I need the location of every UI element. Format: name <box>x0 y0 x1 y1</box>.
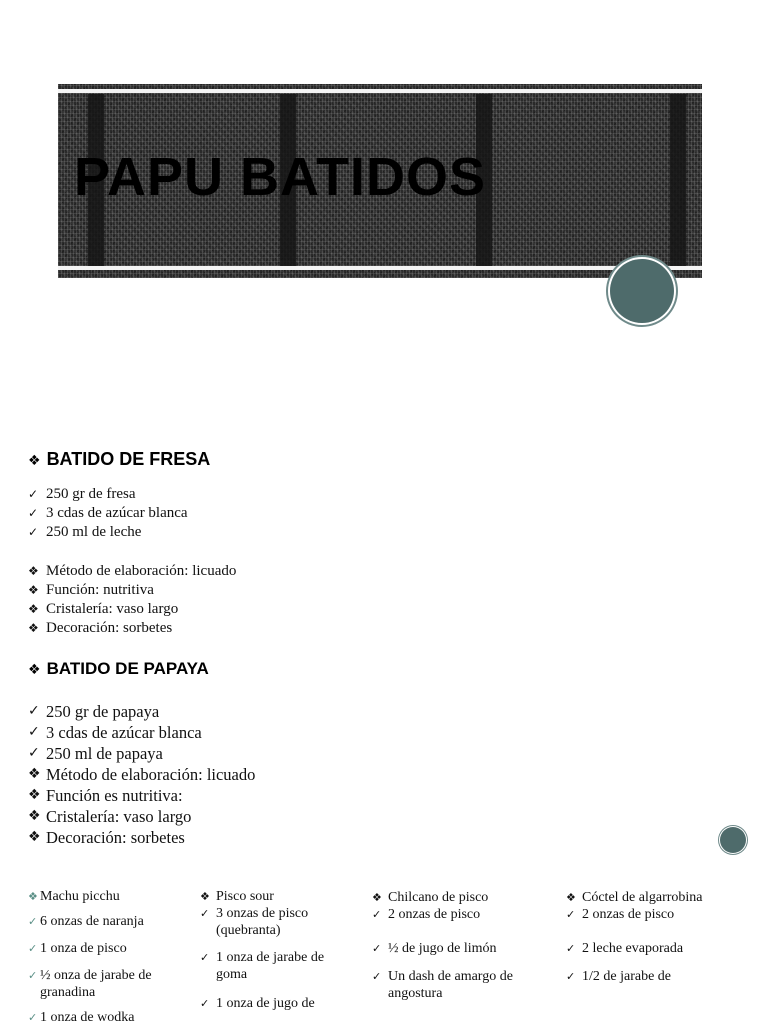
list-item: ✓ 1 onza de pisco <box>28 941 127 956</box>
heading-text: BATIDO DE FRESA <box>46 449 211 469</box>
list-item: ✓ 250 ml de papaya <box>28 744 163 763</box>
papaya-list <box>28 701 255 848</box>
check-icon: ✓ <box>28 915 38 928</box>
diamond-bullet-icon: ❖ <box>28 808 41 824</box>
heading-batido-papaya <box>28 660 209 677</box>
diamond-bullet-icon: ❖ <box>372 891 382 904</box>
list-item: ✓ 6 onzas de naranja <box>28 914 144 929</box>
list-item: ✓ 250 gr de fresa <box>28 486 136 502</box>
check-icon: ✓ <box>566 908 576 921</box>
check-icon: ✓ <box>566 970 576 983</box>
list-item: ✓ 3 onzas de pisco (quebranta) <box>200 906 309 938</box>
list-item: ✓ 250 gr de papaya <box>28 702 160 721</box>
check-icon: ✓ <box>28 969 38 982</box>
column-pisco-sour <box>200 888 350 1012</box>
list-item: ✓ 3 cdas de azúcar blanca <box>28 505 188 521</box>
list-item: ✓ 1/2 de jarabe de <box>566 969 672 984</box>
list-item: ✓ ½ de jugo de limón <box>372 941 497 956</box>
diamond-bullet-icon: ❖ <box>28 602 39 616</box>
list-item: ❖ Método de elaboración: licuado <box>28 563 237 579</box>
list-item: ❖ Método de elaboración: licuado <box>28 765 256 784</box>
diamond-bullet-icon: ❖ <box>200 890 210 903</box>
banner-bottom-rule <box>58 266 702 270</box>
fresa-details-list <box>28 562 236 638</box>
check-icon: ✓ <box>28 1011 38 1024</box>
diamond-bullet-icon: ❖ <box>566 891 576 904</box>
diamond-bullet-icon: ❖ <box>28 564 39 578</box>
list-item: ✓ 1 onza de jugo de <box>200 996 315 1011</box>
list-item: ❖ Cristalería: vaso largo <box>28 807 192 826</box>
check-icon: ✓ <box>28 525 39 539</box>
heading-text: BATIDO DE PAPAYA <box>46 659 209 678</box>
check-icon: ✓ <box>372 970 382 983</box>
list-item: ✓ Un dash de amargo de angostura <box>372 969 513 1001</box>
list-item: ❖ Decoración: sorbetes <box>28 828 185 847</box>
diamond-bullet-icon: ❖ <box>28 766 41 782</box>
check-icon: ✓ <box>28 942 38 955</box>
decorative-circle <box>610 259 674 323</box>
banner-top-rule <box>58 89 702 93</box>
check-icon: ✓ <box>200 997 210 1010</box>
banner-stripe <box>670 94 686 266</box>
check-icon: ✓ <box>372 908 382 921</box>
column-machu-picchu <box>28 888 198 1026</box>
list-item: ✓ 1 onza de jarabe de goma <box>200 950 325 982</box>
list-item: ❖ Cóctel de algarrobina <box>566 890 703 905</box>
diamond-bullet-icon: ❖ <box>28 829 41 845</box>
diamond-bullet-icon: ❖ <box>28 787 41 803</box>
diamond-bullet-icon: ❖ <box>28 453 41 469</box>
list-item: ❖ Decoración: sorbetes <box>28 620 173 636</box>
check-icon: ✓ <box>28 745 40 761</box>
diamond-bullet-icon: ❖ <box>28 583 39 597</box>
check-icon: ✓ <box>200 907 210 920</box>
list-item: ✓ 2 onzas de pisco <box>566 907 675 922</box>
list-item: ❖ Pisco sour <box>200 889 274 904</box>
check-icon: ✓ <box>566 942 576 955</box>
list-item: ✓ 250 ml de leche <box>28 524 142 540</box>
list-item: ❖ Machu picchu <box>28 889 120 904</box>
heading-batido-fresa <box>28 450 210 468</box>
list-item: ✓ 2 leche evaporada <box>566 941 684 956</box>
diamond-bullet-icon: ❖ <box>28 890 38 903</box>
list-item: ❖ Chilcano de pisco <box>372 890 489 905</box>
list-item: ✓ 2 onzas de pisco <box>372 907 481 922</box>
check-icon: ✓ <box>28 487 39 501</box>
check-icon: ✓ <box>28 724 40 740</box>
list-item: ✓ ½ onza de jarabe de granadina <box>28 968 152 1000</box>
check-icon: ✓ <box>28 506 39 520</box>
column-chilcano <box>372 889 532 1002</box>
check-icon: ✓ <box>200 951 210 964</box>
list-item: ❖ Cristalería: vaso largo <box>28 601 179 617</box>
diamond-bullet-icon: ❖ <box>28 662 41 678</box>
decorative-circle-small <box>720 827 746 853</box>
list-item: ✓ 1 onza de wodka <box>28 1010 135 1025</box>
list-item: ❖ Función es nutritiva: <box>28 786 183 805</box>
diamond-bullet-icon: ❖ <box>28 621 39 635</box>
list-item: ✓ 3 cdas de azúcar blanca <box>28 723 202 742</box>
check-icon: ✓ <box>372 942 382 955</box>
list-item: ❖ Función: nutritiva <box>28 582 154 598</box>
fresa-ingredients-list <box>28 485 188 542</box>
column-algarrobina <box>566 889 716 985</box>
check-icon: ✓ <box>28 703 40 719</box>
page-title: PAPU BATIDOS <box>74 147 487 207</box>
